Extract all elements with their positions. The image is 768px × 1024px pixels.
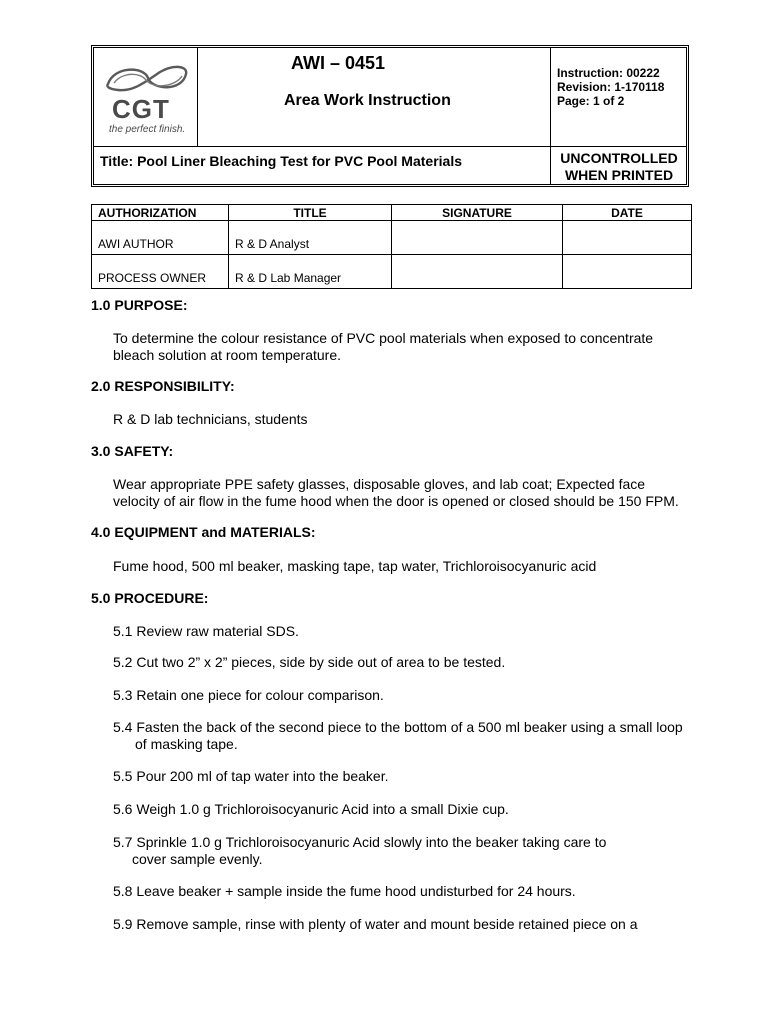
- step-text: 5.7 Sprinkle 1.0 g Trichloroisocyanuric Acid slowly into the beaker taking care to: [113, 834, 607, 850]
- step-text-continued: of masking tape.: [135, 736, 238, 752]
- cgt-swoosh-logo-icon: [104, 62, 190, 96]
- authorization-table: [91, 204, 692, 289]
- procedure-step: [113, 883, 693, 900]
- table-row: [92, 221, 692, 255]
- cell-date: [563, 255, 692, 289]
- section-heading-equipment: 4.0 EQUIPMENT and MATERIALS:: [91, 524, 316, 540]
- procedure-step: [113, 916, 693, 933]
- col-title: TITLE: [229, 205, 392, 221]
- step-text: 5.9 Remove sample, rinse with plenty of water and mount beside retained piece on a: [113, 916, 638, 932]
- cell-authorization: PROCESS OWNER: [92, 255, 229, 289]
- header-box: [91, 45, 689, 187]
- cell-signature: [392, 221, 563, 255]
- procedure-step: [113, 834, 693, 868]
- table-row: [92, 255, 692, 289]
- section-heading-responsibility: 2.0 RESPONSIBILITY:: [91, 378, 235, 394]
- section-heading-safety: 3.0 SAFETY:: [91, 443, 174, 459]
- table-header-row: [92, 205, 692, 221]
- cell-signature: [392, 255, 563, 289]
- title-cell: [94, 147, 551, 184]
- logo-tagline: the perfect finish.: [109, 124, 186, 135]
- cell-authorization: AWI AUTHOR: [92, 221, 229, 255]
- doc-type: Area Work Instruction: [284, 92, 451, 109]
- uncontrolled-cell: [550, 147, 686, 184]
- step-text: 5.6 Weigh 1.0 g Trichloroisocyanuric Acid into a small Dixie cup.: [113, 801, 509, 817]
- responsibility-text: R & D lab technicians, students: [113, 411, 308, 427]
- uncontrolled-line-1: UNCONTROLLED: [560, 150, 678, 166]
- step-text: 5.3 Retain one piece for colour comparison.: [113, 687, 384, 703]
- equipment-text: Fume hood, 500 ml beaker, masking tape, tap water, Trichloroisocyanuric acid: [113, 558, 597, 574]
- purpose-line-2: bleach solution at room temperature.: [113, 347, 342, 363]
- instruction-number: Instruction: 00222: [557, 66, 660, 80]
- step-text: 5.5 Pour 200 ml of tap water into the beaker.: [113, 768, 389, 784]
- step-text: 5.2 Cut two 2” x 2” pieces, side by side out of area to be tested.: [113, 654, 506, 670]
- step-text-continued: cover sample evenly.: [132, 851, 263, 867]
- cell-date: [563, 221, 692, 255]
- cell-title: R & D Analyst: [229, 221, 392, 255]
- logo-cell: [94, 48, 198, 147]
- col-signature: SIGNATURE: [392, 205, 563, 221]
- revision-number: Revision: 1-170118: [557, 80, 665, 94]
- doc-meta-cell: [550, 48, 686, 147]
- section-heading-procedure: 5.0 PROCEDURE:: [91, 590, 209, 606]
- doc-title: Title: Pool Liner Bleaching Test for PVC Pool Materials: [100, 153, 462, 169]
- procedure-step: [113, 654, 693, 671]
- procedure-step: [113, 719, 693, 753]
- uncontrolled-line-2: WHEN PRINTED: [564, 167, 674, 183]
- logo-wordmark: CGT: [112, 94, 170, 124]
- purpose-text: [113, 330, 693, 364]
- procedure-step: [113, 623, 693, 640]
- page-number: Page: 1 of 2: [557, 94, 625, 108]
- doc-code: AWI – 0451: [291, 53, 386, 73]
- safety-text: [113, 476, 693, 510]
- col-date: DATE: [563, 205, 692, 221]
- section-heading-purpose: 1.0 PURPOSE:: [91, 297, 188, 313]
- step-text: 5.1 Review raw material SDS.: [113, 623, 299, 639]
- procedure-step: [113, 768, 693, 785]
- purpose-line-1: To determine the colour resistance of PVC pool materials when exposed to concentrate: [113, 330, 654, 346]
- safety-line-2: velocity of air flow in the fume hood when the door is opened or closed should be 150 FPM.: [113, 493, 679, 509]
- col-authorization: AUTHORIZATION: [92, 205, 229, 221]
- step-text: 5.4 Fasten the back of the second piece to the bottom of a 500 ml beaker using a small loop: [113, 719, 683, 735]
- procedure-step: [113, 801, 693, 818]
- procedure-step: [113, 687, 693, 704]
- doc-id-cell: [198, 48, 551, 147]
- uncontrolled-notice: [551, 150, 687, 184]
- safety-line-1: Wear appropriate PPE safety glasses, disposable gloves, and lab coat; Expected face: [113, 476, 646, 492]
- step-text: 5.8 Leave beaker + sample inside the fume hood undisturbed for 24 hours.: [113, 883, 576, 899]
- cell-title: R & D Lab Manager: [229, 255, 392, 289]
